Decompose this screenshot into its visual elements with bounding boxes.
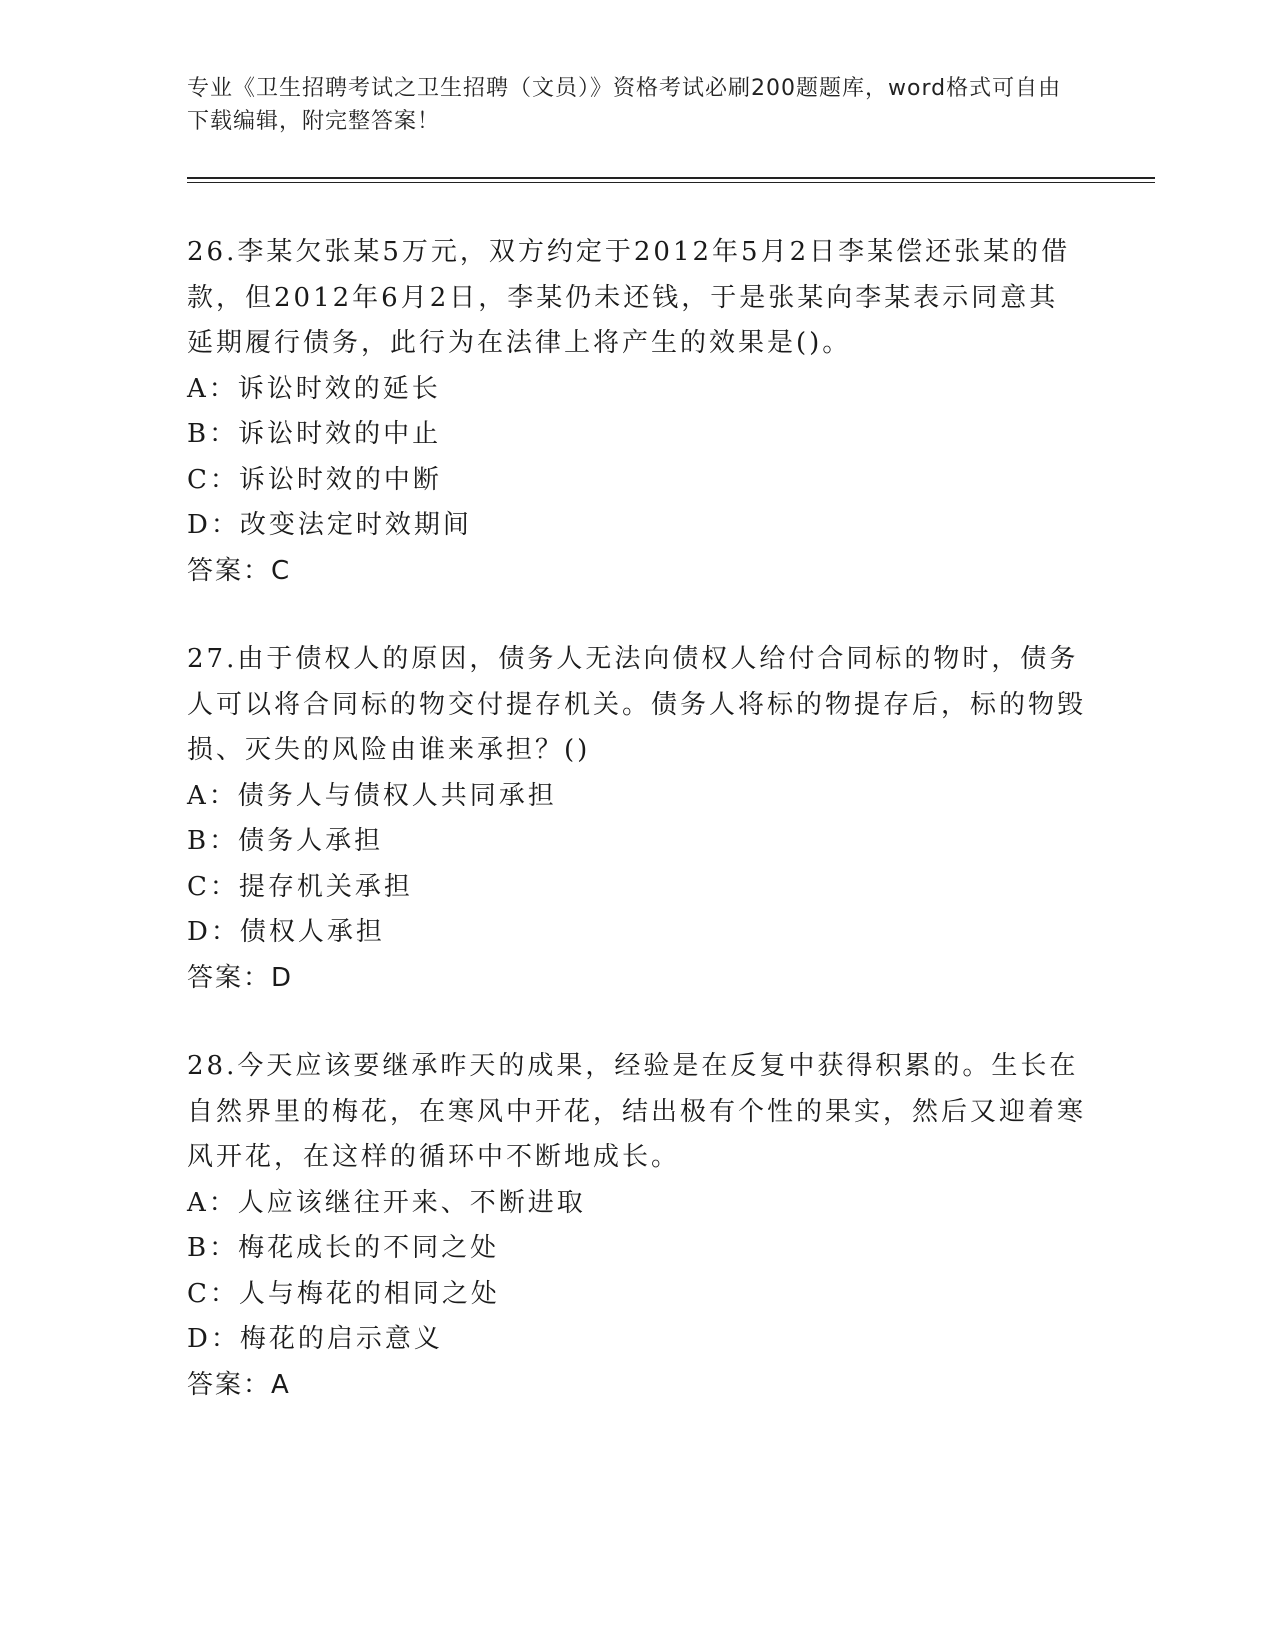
option-a: A：诉讼时效的延长 [187, 373, 441, 404]
answer-line: 答案：A [187, 1369, 291, 1400]
question-27 [187, 637, 1087, 1001]
question-26 [187, 230, 1087, 594]
option-b: B：诉讼时效的中止 [187, 419, 442, 449]
option-d: D：梅花的启示意义 [187, 1324, 443, 1354]
option-c: C：诉讼时效的中断 [187, 464, 442, 495]
option-a: A：人应该继往开来、不断进取 [187, 1187, 586, 1218]
option-b: B：债务人承担 [187, 826, 384, 856]
option-c: C：人与梅花的相同之处 [187, 1278, 500, 1309]
question-stem: 27.由于债权人的原因，债务人无法向债权人给付合同标的物时，债务人可以将合同标的物交付提存机关。债务人将标的物提存后，标的物毁损、灭失的风险由谁来承担？() [187, 644, 1087, 765]
header-divider [187, 177, 1155, 179]
option-d: D：改变法定时效期间 [187, 510, 472, 540]
answer-line: 答案：C [187, 555, 292, 586]
question-28 [187, 1044, 1087, 1408]
answer-line: 答案：D [187, 962, 294, 993]
option-a: A：债务人与债权人共同承担 [187, 780, 557, 811]
option-b: B：梅花成长的不同之处 [187, 1233, 500, 1263]
question-stem: 28.今天应该要继承昨天的成果，经验是在反复中获得积累的。生长在自然界里的梅花，在寒风中开花，结出极有个性的果实，然后又迎着寒风开花，在这样的循环中不断地成长。 [187, 1051, 1087, 1172]
question-stem: 26.李某欠张某5万元，双方约定于2012年5月2日李某偿还张某的借款，但2012年6月2日，李某仍未还钱，于是张某向李某表示同意其延期履行债务，此行为在法律上将产生的效果是()。 [187, 237, 1071, 358]
option-d: D：债权人承担 [187, 917, 385, 947]
option-c: C：提存机关承担 [187, 871, 413, 902]
document-header: 专业《卫生招聘考试之卫生招聘（文员）》资格考试必刷200题题库，word格式可自由下载编辑，附完整答案！ [187, 76, 1062, 134]
